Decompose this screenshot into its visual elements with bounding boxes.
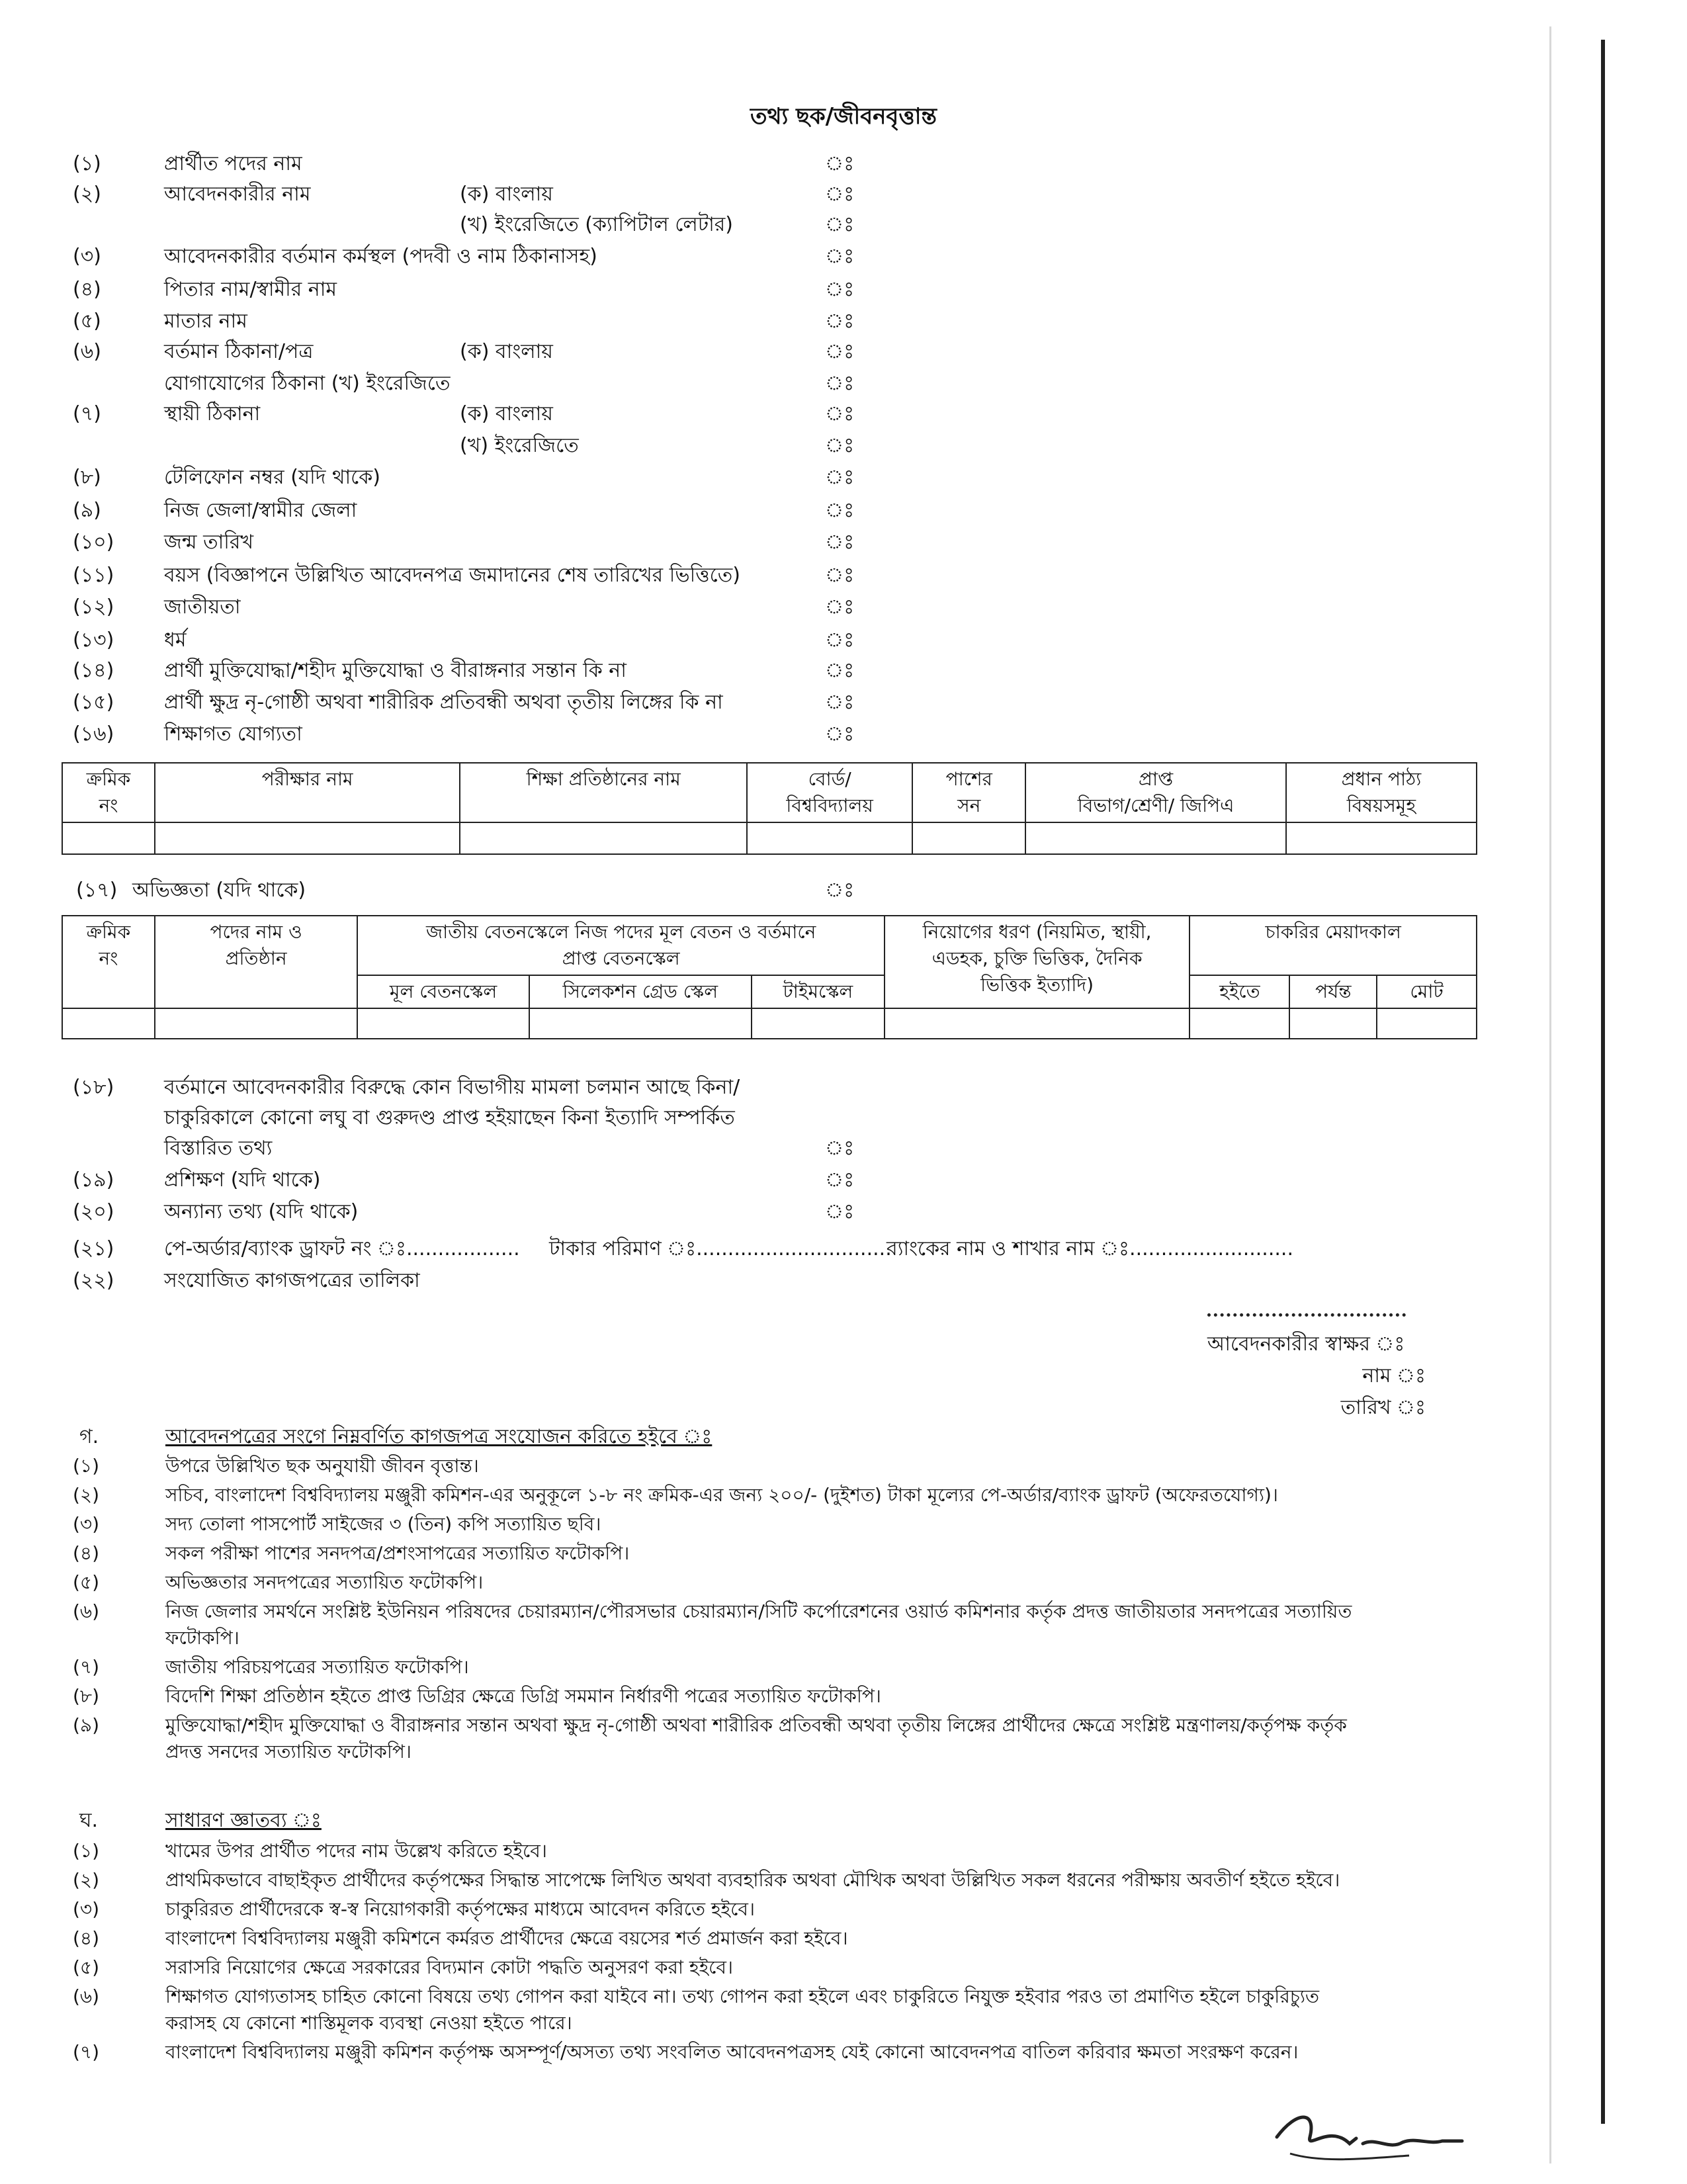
field-number: (৫) — [73, 310, 101, 333]
field-colon: ঃ — [825, 691, 855, 714]
field-number: (১৯) — [73, 1168, 114, 1192]
field-colon: ঃ — [825, 1200, 855, 1223]
field-label: টেলিফোন নম্বর (যদি থাকে) — [164, 466, 380, 489]
field-label: স্থায়ী ঠিকানা — [164, 402, 261, 425]
edu-cell[interactable] — [747, 822, 912, 854]
experience-empty-row — [62, 1008, 1477, 1039]
exp-cell[interactable] — [155, 1008, 358, 1039]
field-label: প্রার্থীত পদের নাম — [164, 152, 302, 175]
field-number: (১৩) — [73, 629, 114, 652]
edu-header-result: প্রাপ্ত বিভাগ/শ্রেণী/ জিপিএ — [1025, 763, 1286, 822]
field-number: (৪) — [73, 278, 101, 301]
list-item-number: (১) — [73, 1840, 100, 1862]
exp-cell[interactable] — [529, 1008, 752, 1039]
exp-sub-from: হইতে — [1190, 975, 1289, 1008]
list-item-number: (৭) — [73, 1656, 100, 1678]
list-item-text: মুক্তিযোদ্ধা/শহীদ মুক্তিযোদ্ধা ও বীরাঙ্গনার সন্তান অথবা ক্ষুদ্র নৃ-গোষ্ঠী অথবা শারীরিক প্রতিবন্ধী অথবা তৃতীয় লিঙ্গের প্রার্থীদের ক্ষেত্রে সংশ্লিষ্ট মন্ত্রণালয়/কর্তৃপক্ষ কর্তৃক — [165, 1714, 1347, 1736]
exp-sub-timescale: টাইমস্কেল — [752, 975, 885, 1008]
edu-header-year: পাশের সন — [912, 763, 1025, 822]
field-number: (১৬) — [73, 722, 114, 746]
field-label: জাতীয়তা — [164, 595, 241, 619]
field-colon: ঃ — [825, 434, 855, 457]
list-item-number: (২) — [73, 1484, 100, 1506]
field-colon: ঃ — [825, 659, 855, 682]
list-item-number: (৬) — [73, 1986, 100, 2007]
edu-cell[interactable] — [1025, 822, 1286, 854]
signature-label: আবেদনকারীর স্বাক্ষর ঃ — [1207, 1332, 1405, 1356]
list-item-text: নিজ জেলার সমর্থনে সংশ্লিষ্ট ইউনিয়ন পরিষদের চেয়ারম্যান/পৌরসভার চেয়ারম্যান/সিটি কর্পোরেশনের ওয়ার্ড কমিশনার কর্তৃক প্রদত্ত জাতীয়তার সনদপত্রের সত্যায়িত — [165, 1600, 1352, 1622]
field-colon: ঃ — [825, 152, 855, 175]
list-item-text: সচিব, বাংলাদেশ বিশ্ববিদ্যালয় মঞ্জুরী কমিশন-এর অনুকূলে ১-৮ নং ক্রমিক-এর জন্য ২০০/- (দুইশত) টাকা মূল্যের পে-অর্ডার/ব্যাংক ড্রাফট (অফেরতযোগ্য)। — [165, 1484, 1278, 1506]
edu-cell[interactable] — [912, 822, 1025, 854]
list-item-number: (৫) — [73, 1956, 100, 1978]
field-colon: ঃ — [825, 245, 855, 268]
field-label-line: চাকুরিকালে কোনো লঘু বা গুরুদণ্ড প্রাপ্ত হইয়াছেন কিনা ইত্যাদি সম্পর্কিত — [164, 1106, 735, 1129]
field-colon: ঃ — [825, 183, 855, 206]
exp-header-row-1 — [62, 916, 1477, 975]
list-item-text: বাংলাদেশ বিশ্ববিদ্যালয় মঞ্জুরী কমিশন কর্তৃপক্ষ অসম্পূর্ণ/অসত্য তথ্য সংবলিত আবেদনপত্রসহ যেই কোনো আবেদনপত্র বাতিল করিবার ক্ষমতা সংরক্ষণ করেন। — [165, 2041, 1299, 2063]
exp-header-post: পদের নাম ও প্রতিষ্ঠান — [155, 916, 358, 1008]
exp-header-type: নিয়োগের ধরণ (নিয়মিত, স্থায়ী, এডহক, চুক্তি ভিত্তিক, দৈনিক ভিত্তিক ইত্যাদি) — [885, 916, 1190, 1008]
date-label: তারিখ ঃ — [1340, 1396, 1426, 1419]
list-item-text: বাংলাদেশ বিশ্ববিদ্যালয় মঞ্জুরী কমিশনে কর্মরত প্রার্থীদের ক্ষেত্রে বয়সের শর্ত প্রমার্জন করা হইবে। — [165, 1927, 848, 1949]
field-number: (১) — [73, 152, 101, 175]
list-item-text: করাসহ যে কোনো শাস্তিমূলক ব্যবস্থা নেওয়া হইতে পারে। — [165, 2012, 572, 2034]
list-item-text: চাকুরিরত প্রার্থীদেরকে স্ব-স্ব নিয়োগকারী কর্তৃপক্ষের মাধ্যমে আবেদন করিতে হইবে। — [165, 1898, 755, 1920]
list-item-text: জাতীয় পরিচয়পত্রের সত্যায়িত ফটোকপি। — [165, 1656, 469, 1678]
name-label: নাম ঃ — [1362, 1364, 1426, 1387]
edu-header-subjects: প্রধান পাঠ্য বিষয়সমূহ — [1286, 763, 1477, 822]
field-number: (২০) — [73, 1200, 114, 1223]
field-label: জন্ম তারিখ — [164, 531, 254, 554]
field-colon: ঃ — [825, 722, 855, 746]
edu-header-exam: পরীক্ষার নাম — [155, 763, 460, 822]
list-item-text: শিক্ষাগত যোগ্যতাসহ চাহিত কোনো বিষয়ে তথ্য গোপন করা যাইবে না। তথ্য গোপন করা হইলে এবং চাকুরিতে নিযুক্ত হইবার পরও তা প্রমাণিত হইলে চাকুরিচ্যুত — [165, 1986, 1319, 2007]
field-sublabel: (খ) ইংরেজিতে (ক্যাপিটাল লেটার) — [460, 213, 733, 236]
exp-sub-basic: মূল বেতনস্কেল — [357, 975, 529, 1008]
field-colon: ঃ — [825, 564, 855, 587]
edu-header-institution: শিক্ষা প্রতিষ্ঠানের নাম — [460, 763, 747, 822]
list-item-text: বিদেশি শিক্ষা প্রতিষ্ঠান হইতে প্রাপ্ত ডিগ্রির ক্ষেত্রে ডিগ্রি সমমান নির্ধারণী পত্রের সত্যায়িত ফটোকপি। — [165, 1685, 881, 1707]
field-label: মাতার নাম — [164, 310, 247, 333]
edu-header-board: বোর্ড/ বিশ্ববিদ্যালয় — [747, 763, 912, 822]
field-colon: ঃ — [825, 340, 855, 363]
field-label: আবেদনকারীর নাম — [164, 183, 311, 206]
list-item-text: প্রদত্ত সনদের সত্যায়িত ফটোকপি। — [165, 1741, 411, 1763]
field-colon: ঃ — [825, 372, 855, 395]
field-number: (১০) — [73, 531, 114, 554]
exp-cell[interactable] — [1190, 1008, 1289, 1039]
field-colon: ঃ — [825, 1137, 855, 1160]
field-sublabel: (ক) বাংলায় — [460, 402, 553, 425]
education-empty-row — [62, 822, 1477, 854]
field-number: (২) — [73, 183, 101, 206]
list-item-number: (৭) — [73, 2041, 100, 2063]
field-label: যোগাযোগের ঠিকানা (খ) ইংরেজিতে — [164, 372, 451, 395]
list-item-number: (৪) — [73, 1542, 100, 1564]
handwritten-signature — [1270, 2097, 1469, 2170]
field-label: শিক্ষাগত যোগ্যতা — [164, 722, 302, 746]
scan-edge — [1549, 26, 1551, 2163]
field-number: (১২) — [73, 595, 114, 619]
exp-cell[interactable] — [357, 1008, 529, 1039]
field-label: আবেদনকারীর বর্তমান কর্মস্থল (পদবী ও নাম ঠিকানাসহ) — [164, 245, 597, 268]
exp-header-duration: চাকরির মেয়াদকাল — [1190, 916, 1477, 975]
edu-cell[interactable] — [155, 822, 460, 854]
list-item-text: সরাসরি নিয়োগের ক্ষেত্রে সরকারের বিদ্যমান কোটা পদ্ধতি অনুসরণ করা হইবে। — [165, 1956, 733, 1978]
field-colon: ঃ — [825, 531, 855, 554]
field-label: ধর্ম — [164, 629, 187, 652]
list-item-text: উপরে উল্লিখিত ছক অনুযায়ী জীবন বৃত্তান্ত। — [165, 1455, 479, 1477]
education-table — [62, 762, 1477, 855]
exp-cell[interactable] — [62, 1008, 155, 1039]
field-number: (১৫) — [73, 691, 114, 714]
field-number: (১৪) — [73, 659, 114, 682]
field-colon: ঃ — [825, 466, 855, 489]
list-item-number: (৫) — [73, 1571, 100, 1593]
field-colon: ঃ — [825, 310, 855, 333]
list-item-text: ফটোকপি। — [165, 1627, 239, 1649]
field-number: (৩) — [73, 245, 101, 268]
exp-header-serial: ক্রমিক নং — [62, 916, 155, 1008]
field-colon: ঃ — [825, 1168, 855, 1192]
signature-line — [1207, 1313, 1406, 1317]
list-item-text: সদ্য তোলা পাসপোর্ট সাইজের ৩ (তিন) কপি সত্যায়িত ছবি। — [165, 1513, 601, 1535]
field-label-line: অন্যান্য তথ্য (যদি থাকে) — [164, 1200, 359, 1223]
field-label: বর্তমান ঠিকানা/পত্র — [164, 340, 314, 363]
field-number: (৯) — [73, 499, 101, 522]
exp-sub-to: পর্যন্ত — [1289, 975, 1377, 1008]
field-label: পিতার নাম/স্বামীর নাম — [164, 278, 337, 301]
field-number: (৬) — [73, 340, 101, 363]
field-number: (৭) — [73, 402, 101, 425]
edu-cell[interactable] — [1286, 822, 1477, 854]
field-sublabel: (খ) ইংরেজিতে — [460, 434, 579, 457]
field-label-line: প্রশিক্ষণ (যদি থাকে) — [164, 1168, 321, 1192]
field-sublabel: (ক) বাংলায় — [460, 183, 553, 206]
list-item-number: (১) — [73, 1455, 100, 1477]
exp-cell[interactable] — [1289, 1008, 1377, 1039]
exp-header-scale: জাতীয় বেতনস্কেলে নিজ পদের মূল বেতন ও বর্তমানে প্রাপ্ত বেতনস্কেল — [357, 916, 884, 975]
edu-cell[interactable] — [62, 822, 155, 854]
list-item-text: খামের উপর প্রার্থীত পদের নাম উল্লেখ করিতে হইবে। — [165, 1840, 547, 1862]
list-item-text: অভিজ্ঞতার সনদপত্রের সত্যায়িত ফটোকপি। — [165, 1571, 484, 1593]
field-sublabel: (ক) বাংলায় — [460, 340, 553, 363]
education-header-row — [62, 763, 1477, 822]
field-label: নিজ জেলা/স্বামীর জেলা — [164, 499, 357, 522]
experience-table — [62, 915, 1477, 1039]
edu-header-serial: ক্রমিক নং — [62, 763, 155, 822]
field-label-line: বর্তমানে আবেদনকারীর বিরুদ্ধে কোন বিভাগীয় মামলা চলমান আছে কিনা/ — [164, 1076, 740, 1099]
field-colon: ঃ — [825, 629, 855, 652]
field-colon: ঃ — [825, 499, 855, 522]
field-colon: ঃ — [825, 278, 855, 301]
field-label-line: বিস্তারিত তথ্য — [164, 1137, 273, 1160]
list-item-text: প্রাথমিকভাবে বাছাইকৃত প্রার্থীদের কর্তৃপক্ষের সিদ্ধান্ত সাপেক্ষে লিখিত অথবা ব্যবহারিক অথবা মৌখিক অথবা উল্লিখিত সকল ধরনের পরীক্ষায় অবতীর্ণ হইতে হইবে। — [165, 1869, 1340, 1891]
list-item-number: (৩) — [73, 1513, 100, 1535]
list-item-text: সকল পরীক্ষা পাশের সনদপত্র/প্রশংসাপত্রের সত্যায়িত ফটোকপি। — [165, 1542, 630, 1564]
page-title: তথ্য ছক/জীবনবৃত্তান্ত — [750, 103, 937, 130]
exp-cell[interactable] — [885, 1008, 1190, 1039]
scan-edge-dark — [1601, 40, 1605, 2124]
edu-cell[interactable] — [460, 822, 747, 854]
field-colon: ঃ — [825, 595, 855, 619]
field-number: (১১) — [73, 564, 114, 587]
exp-sub-selection: সিলেকশন গ্রেড স্কেল — [529, 975, 752, 1008]
field-colon: ঃ — [825, 402, 855, 425]
field-label: প্রার্থী ক্ষুদ্র নৃ-গোষ্ঠী অথবা শারীরিক প্রতিবন্ধী অথবা তৃতীয় লিঙ্গের কি না — [164, 691, 723, 714]
field-number: (১৮) — [73, 1076, 114, 1099]
field-colon: ঃ — [825, 213, 855, 236]
list-item-number: (৯) — [73, 1714, 100, 1736]
list-item-number: (২) — [73, 1869, 100, 1891]
list-item-number: (৩) — [73, 1898, 100, 1920]
list-item-number: (৬) — [73, 1600, 100, 1622]
field-number: (৮) — [73, 466, 101, 489]
list-item-number: (৪) — [73, 1927, 100, 1949]
exp-sub-total: মোট — [1377, 975, 1477, 1008]
exp-cell[interactable] — [752, 1008, 885, 1039]
field-label: বয়স (বিজ্ঞাপনে উল্লিখিত আবেদনপত্র জমাদানের শেষ তারিখের ভিত্তিতে) — [164, 564, 740, 587]
exp-cell[interactable] — [1377, 1008, 1477, 1039]
field-label: প্রার্থী মুক্তিযোদ্ধা/শহীদ মুক্তিযোদ্ধা ও বীরাঙ্গনার সন্তান কি না — [164, 659, 627, 682]
list-item-number: (৮) — [73, 1685, 100, 1707]
